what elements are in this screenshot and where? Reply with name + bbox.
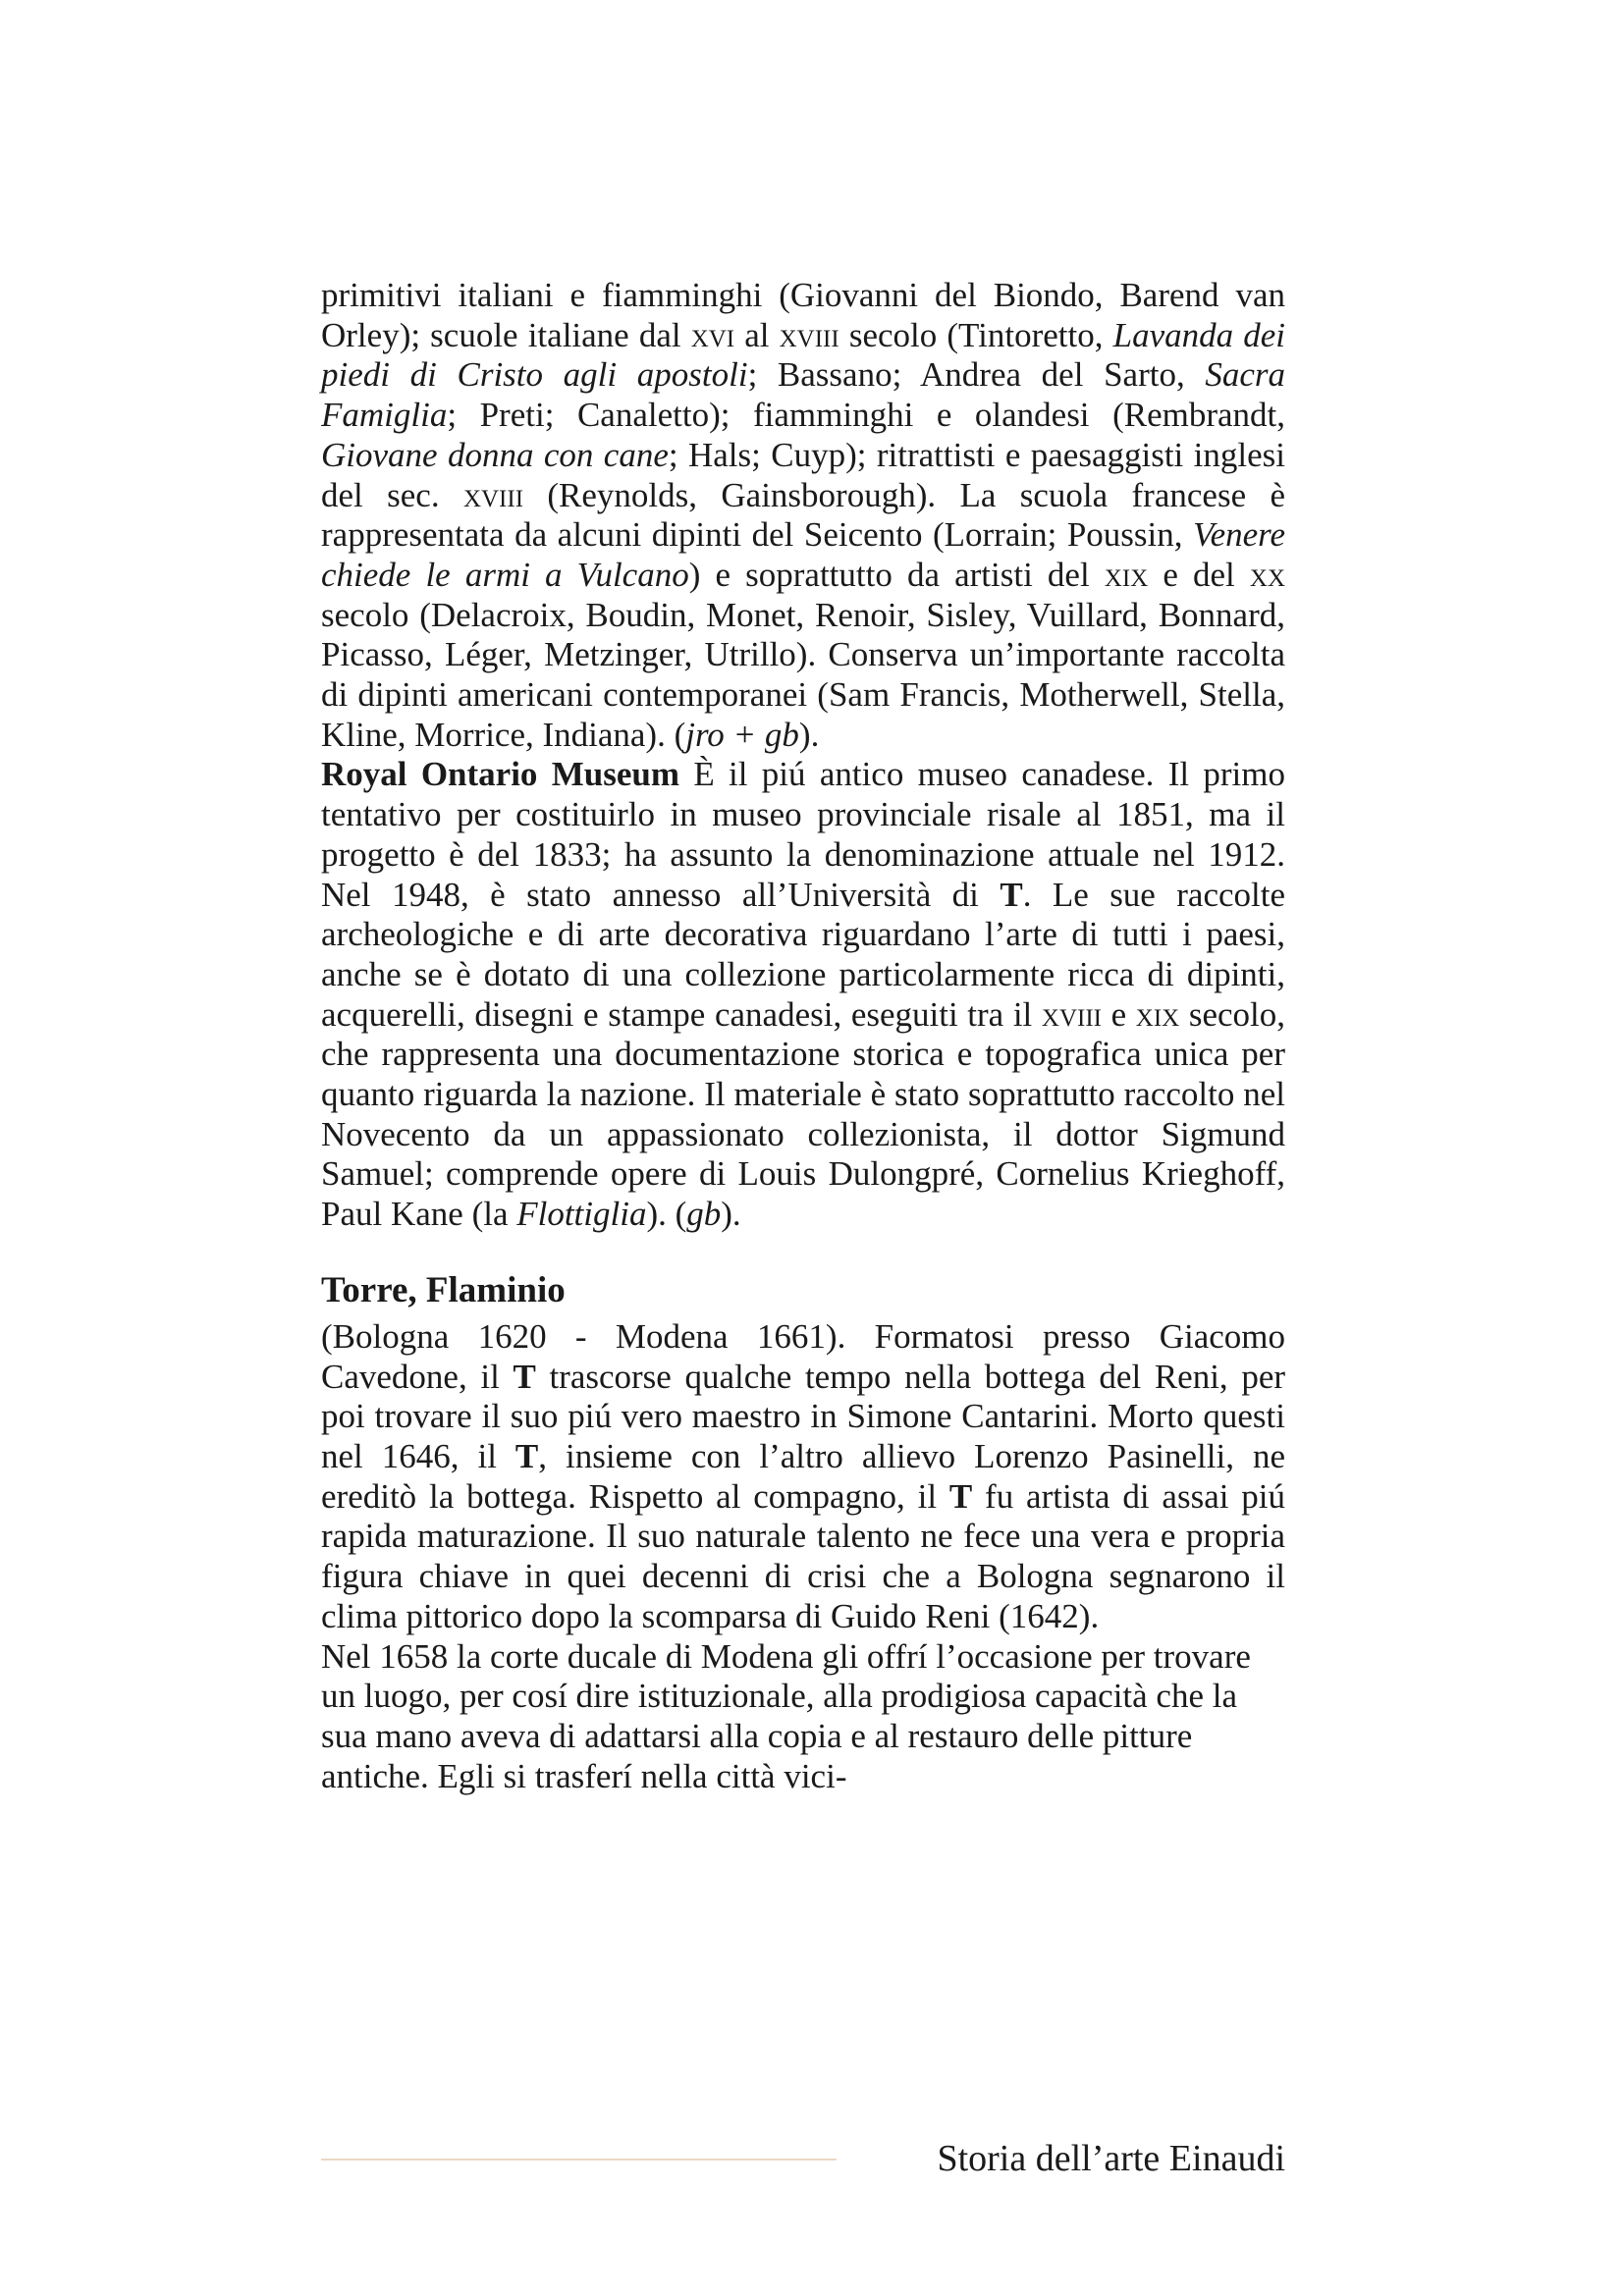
paragraph-royal-ontario-museum: [321, 755, 1285, 1234]
smallcaps-run: xix: [1104, 555, 1149, 594]
italic-run: Flottiglia: [516, 1195, 647, 1234]
entry-toronto-museums: [321, 276, 1285, 1235]
footer-rule: [321, 2159, 837, 2161]
bold-run: Royal Ontario Museum: [321, 755, 680, 794]
text-run: e del: [1148, 555, 1250, 594]
entry-torre-flaminio: [321, 1268, 1285, 1796]
bold-run: T: [1000, 875, 1023, 914]
text-run: Nel 1658 la corte ducale di Modena gli offrí l’occasione per trovare un luogo, per cosí dire istituzionale, alla prodigiosa capacità che la sua mano aveva di adattarsi alla copia e al restauro delle pitture antiche. Egli si trasferí nella città vici-: [321, 1636, 1251, 1795]
italic-run: gb: [686, 1195, 722, 1234]
text-run: ; Hals; Cuyp); ritrattisti e paesaggisti inglesi del sec.: [321, 435, 1285, 514]
italic-run: jro + gb: [685, 715, 799, 754]
text-run: al: [734, 315, 780, 354]
text-run: ).: [721, 1195, 741, 1234]
text-run: trascorse qualche tempo nella bottega del Reni, per poi trovare il suo piú vero maestro in Simone Cantarini. Morto questi nel 1646, il: [321, 1357, 1286, 1475]
paragraph-art-gallery-collections: [321, 276, 1285, 755]
footer-publisher: Storia dell’arte Einaudi: [937, 2138, 1285, 2179]
paragraph-biography: [321, 1317, 1285, 1637]
text-run: ).: [798, 715, 820, 754]
text-run: primitivi italiani e fiamminghi (Giovanni del Biondo, Barend van Orley); scuole italiane dal: [321, 276, 1285, 354]
smallcaps-run: xviii: [462, 475, 524, 514]
entry-heading: Torre, Flaminio: [321, 1269, 566, 1310]
text-run: ). (: [646, 1195, 687, 1234]
smallcaps-run: xviii: [779, 315, 839, 354]
italic-run: Sacra Famiglia: [321, 355, 1286, 435]
bold-run: T: [514, 1436, 539, 1475]
text-run: , insieme con l’altro allievo Lorenzo Pasinelli, ne ereditò la bottega. Rispetto al compagno, il: [321, 1436, 1285, 1516]
bold-run: T: [948, 1476, 973, 1516]
italic-run: Venere chiede le armi a Vulcano: [321, 515, 1285, 594]
smallcaps-run: xvi: [690, 315, 735, 354]
text-run: secolo, che rappresenta una documentazione storica e topografica unica per quanto riguarda la nazione. Il materiale è stato soprattutto raccolto nel Novecento da un appassionato collezionista, il dottor Sigmund Samuel; comprende opere di Louis Dulongpré, Cornelius Krieghoff, Paul Kane (la: [321, 994, 1286, 1234]
italic-run: Lavanda dei piedi di Cristo agli apostoli: [321, 315, 1285, 395]
smallcaps-run: xviii: [1041, 994, 1102, 1034]
text-run: È il piú antico museo canadese. Il primo tentativo per costituirlo in museo provinciale risale al 1851, ma il progetto è del 1833; ha assunto la denominazione attuale nel 1912. Nel 1948, è stato annesso all’Università di: [321, 755, 1285, 914]
text-run: secolo (Tintoretto,: [839, 315, 1113, 354]
bold-run: T: [513, 1357, 536, 1396]
text-run: ; Bassano; Andrea del Sarto,: [747, 355, 1206, 395]
smallcaps-run: xix: [1135, 994, 1180, 1034]
text-run: (Bologna 1620 - Modena 1661). Formatosi presso Giacomo Cavedone, il: [321, 1316, 1285, 1396]
text-run: secolo (Delacroix, Boudin, Monet, Renoir, Sisley, Vuillard, Bonnard, Picasso, Léger, Metzinger, Utrillo). Conserva un’importante raccolta di dipinti americani contemporanei (Sam Francis, Motherwell, Stella, Kline, Morrice, Indiana). (: [321, 595, 1285, 754]
text-run: (Reynolds, Gainsborough). La scuola francese è rappresentata da alcuni dipinti del Seicento (Lorrain; Poussin,: [321, 475, 1286, 555]
italic-run: Giovane donna con cane: [321, 435, 669, 474]
page-text: [321, 276, 1285, 1796]
paragraph-modena: [321, 1637, 1285, 1797]
smallcaps-run: xx: [1249, 555, 1285, 594]
text-run: e: [1102, 994, 1136, 1034]
text-run: ; Preti; Canaletto); fiamminghi e olandesi (Rembrandt,: [447, 396, 1285, 435]
text-run: fu artista di assai piú rapida maturazione. Il suo naturale talento ne fece una vera e propria figura chiave in quei decenni di crisi che a Bologna segnarono il clima pittorico dopo la scomparsa di Guido Reni (1642).: [321, 1476, 1285, 1635]
text-run: ) e soprattutto da artisti del: [688, 555, 1105, 594]
text-run: . Le sue raccolte archeologiche e di arte decorativa riguardano l’arte di tutti i paesi, anche se è dotato di una collezione particolarmente ricca di dipinti, acquerelli, disegni e stampe canadesi, eseguiti tra il: [321, 875, 1286, 1034]
